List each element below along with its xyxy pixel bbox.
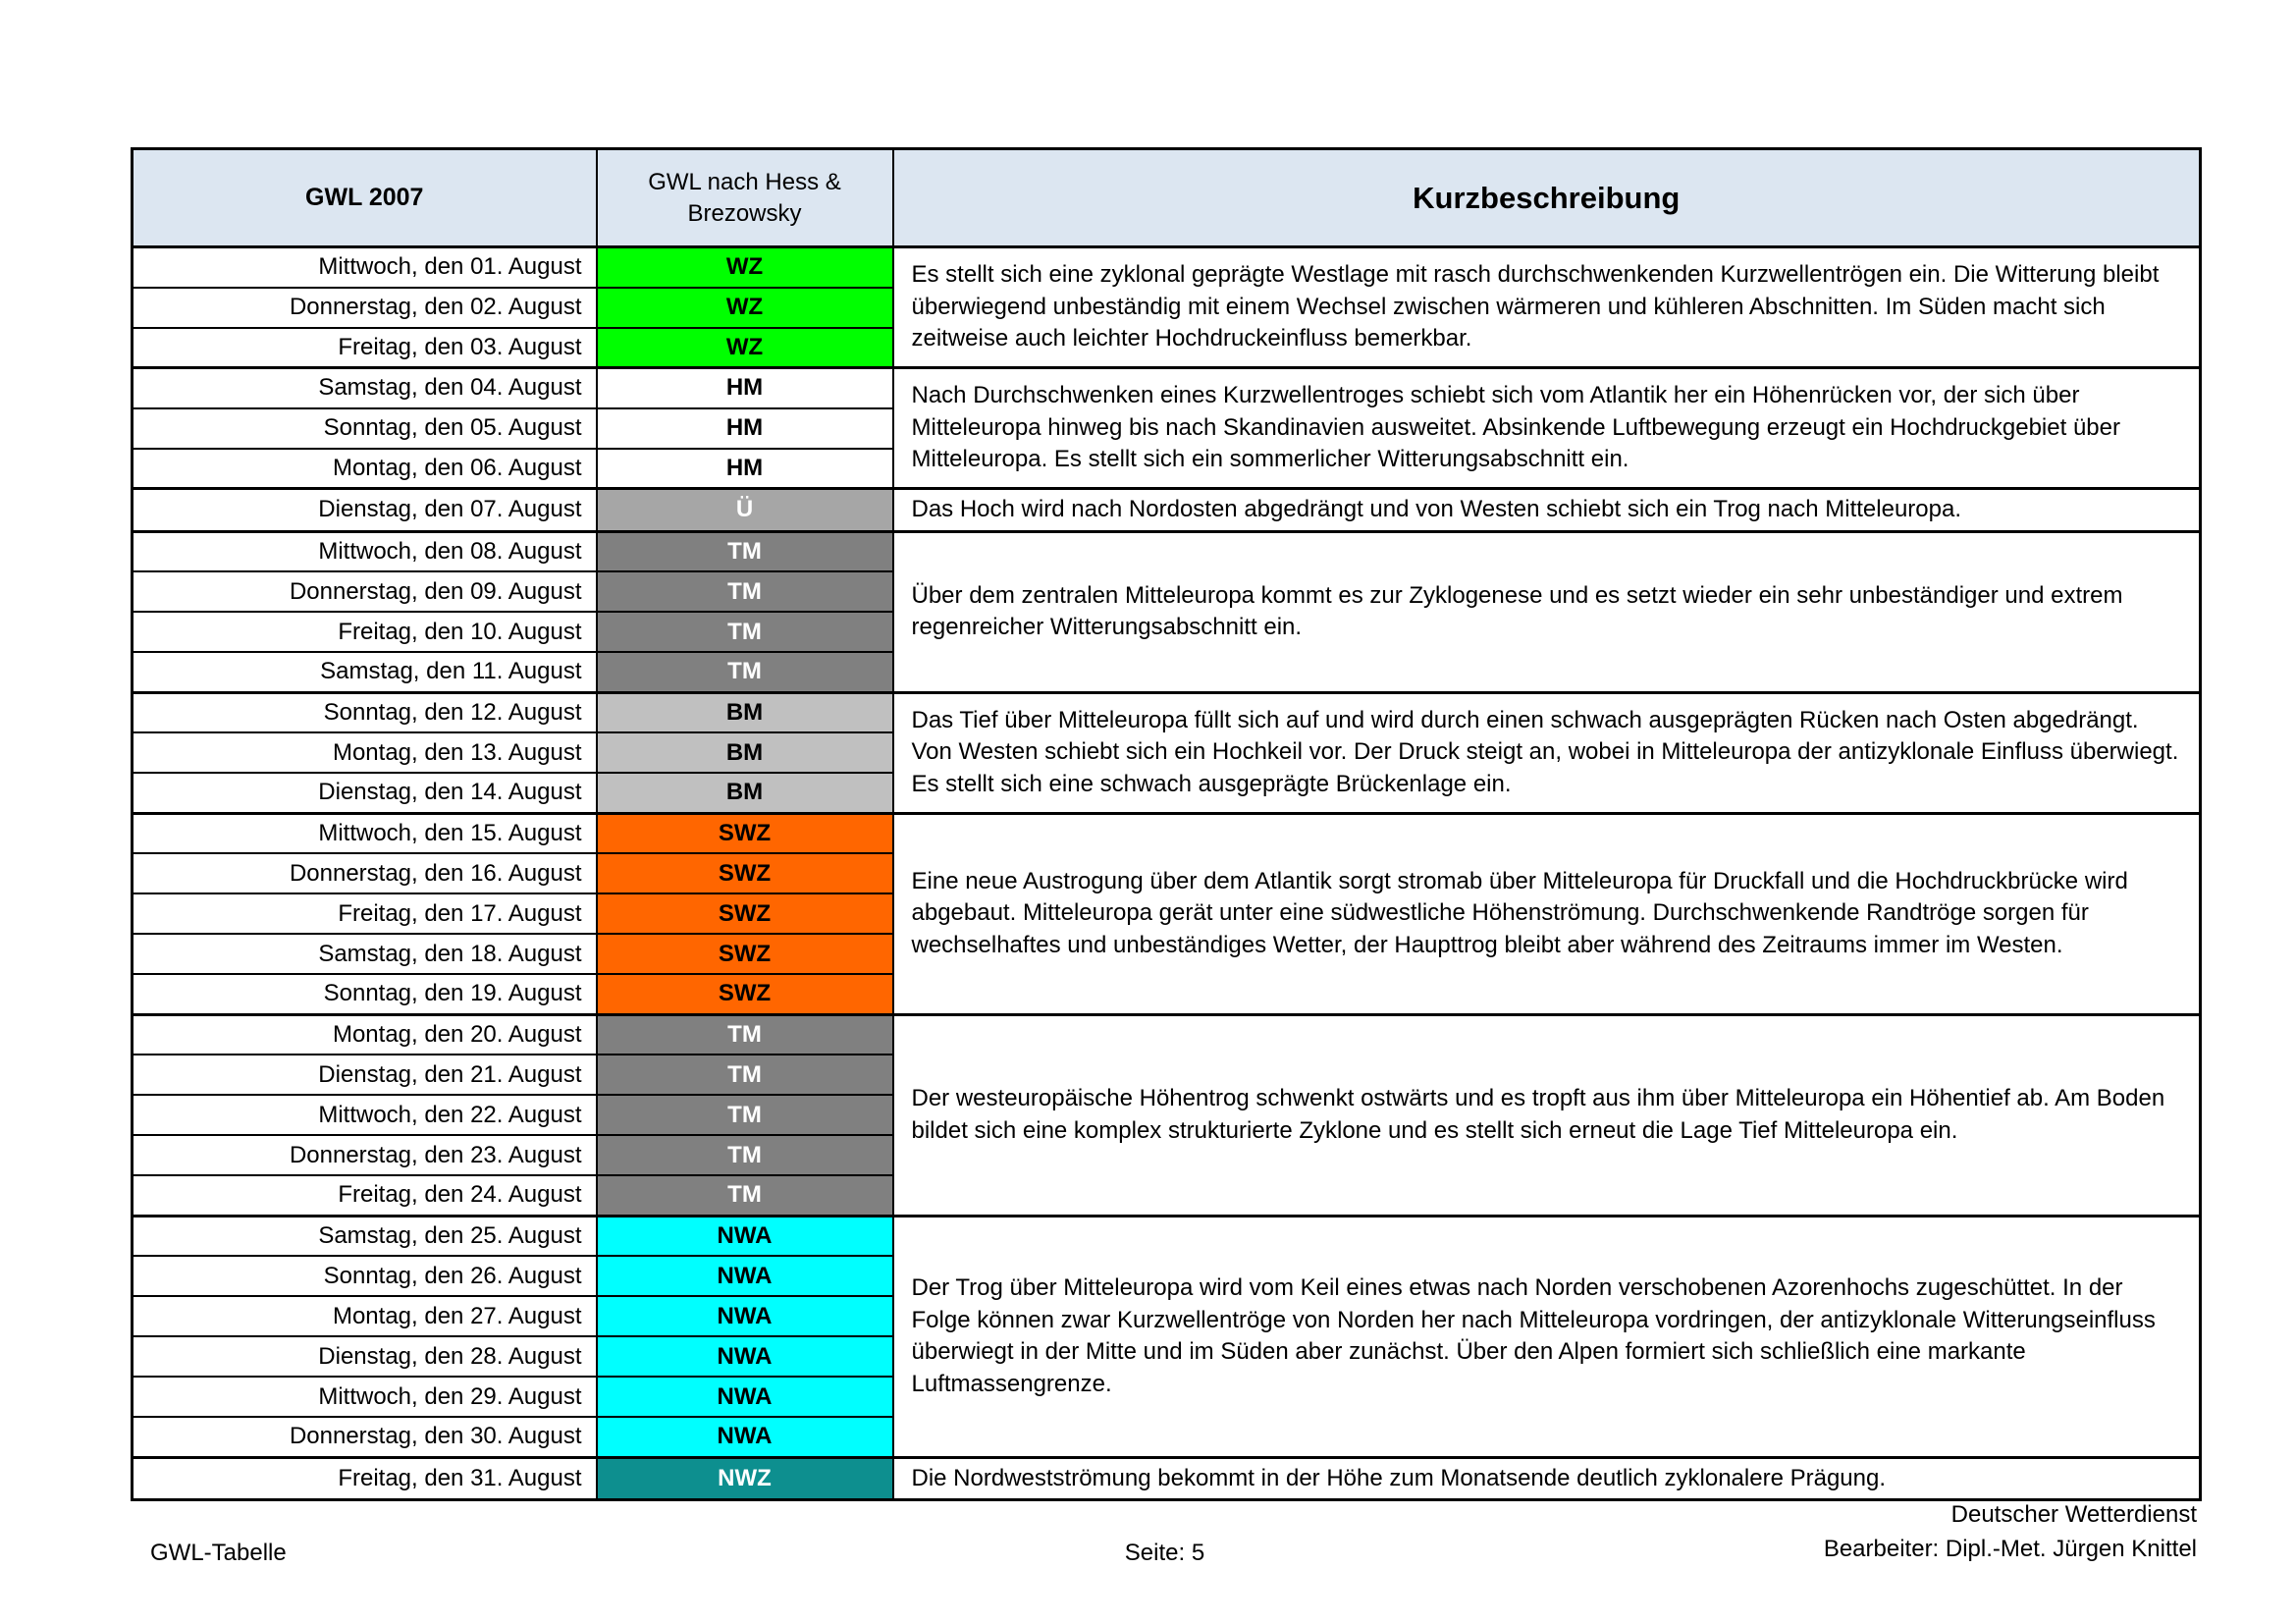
gwl-code-cell: SWZ [597, 813, 893, 853]
date-cell: Sonntag, den 05. August [133, 408, 597, 449]
date-cell: Donnerstag, den 16. August [133, 853, 597, 893]
footer-editor: Bearbeiter: Dipl.-Met. Jürgen Knittel [1823, 1536, 2197, 1563]
gwl-code-cell: NWA [597, 1296, 893, 1336]
date-cell: Sonntag, den 19. August [133, 974, 597, 1014]
gwl-code-cell: SWZ [597, 974, 893, 1014]
header-row [133, 149, 2201, 247]
gwl-code-cell: NWA [597, 1377, 893, 1417]
date-cell: Freitag, den 24. August [133, 1175, 597, 1216]
date-cell: Dienstag, den 21. August [133, 1055, 597, 1095]
header-gwl-hess-brezowsky: GWL nach Hess & Brezowsky [597, 149, 893, 247]
page-footer [131, 1498, 2199, 1569]
table-row [133, 247, 2201, 288]
date-cell: Mittwoch, den 08. August [133, 531, 597, 571]
date-cell: Donnerstag, den 02. August [133, 288, 597, 328]
date-cell: Sonntag, den 12. August [133, 692, 597, 732]
gwl-code-cell: HM [597, 368, 893, 408]
gwl-code-cell: TM [597, 531, 893, 571]
gwl-code-cell: TM [597, 1175, 893, 1216]
date-cell: Montag, den 06. August [133, 449, 597, 489]
table-row [133, 1457, 2201, 1500]
footer-document-title: GWL-Tabelle [150, 1540, 287, 1566]
gwl-code-cell: WZ [597, 328, 893, 368]
description-cell: Das Tief über Mitteleuropa füllt sich auf und wird durch einen schwach ausgeprägten Rücken nach Osten abgedrängt. Von Westen schiebt sich ein Hochkeil vor. Der Druck steigt an, wobei in Mitteleuropa der antizyklonale Einfluss überwiegt. Es stellt sich eine schwach ausgeprägte Brückenlage ein. [893, 692, 2201, 813]
date-cell: Freitag, den 31. August [133, 1457, 597, 1500]
gwl-code-cell: SWZ [597, 893, 893, 934]
gwl-code-cell: NWZ [597, 1457, 893, 1500]
table-row [133, 692, 2201, 732]
description-cell: Es stellt sich eine zyklonal geprägte Westlage mit rasch durchschwenkenden Kurzwellentrögen ein. Die Witterung bleibt überwiegend unbeständig mit einem Wechsel zwischen wärmeren und kühleren Abschnitten. Im Süden macht sich zeitweise auch leichter Hochdruckeinfluss bemerkbar. [893, 247, 2201, 368]
table-row [133, 368, 2201, 408]
table-row [133, 489, 2201, 532]
gwl-code-cell: BM [597, 692, 893, 732]
date-cell: Montag, den 27. August [133, 1296, 597, 1336]
gwl-code-cell: NWA [597, 1336, 893, 1377]
date-cell: Donnerstag, den 23. August [133, 1135, 597, 1175]
description-cell: Der Trog über Mitteleuropa wird vom Keil eines etwas nach Norden verschobenen Azorenhochs zugeschüttet. In der Folge können zwar Kurzwellentröge von Norden her nach Mitteleuropa vordringen, der antizyklonale Witterungseinfluss überwiegt in der Mitte und im Süden aber zunächst. Über den Alpen formiert sich schließlich eine markante Luftmassengrenze. [893, 1216, 2201, 1457]
date-cell: Montag, den 20. August [133, 1014, 597, 1055]
date-cell: Dienstag, den 28. August [133, 1336, 597, 1377]
gwl-code-cell: TM [597, 1055, 893, 1095]
gwl-code-cell: BM [597, 732, 893, 773]
gwl-code-cell: TM [597, 612, 893, 652]
date-cell: Montag, den 13. August [133, 732, 597, 773]
date-cell: Samstag, den 11. August [133, 652, 597, 692]
description-cell: Über dem zentralen Mitteleuropa kommt es zur Zyklogenese und es setzt wieder ein sehr unbeständiger und extrem regenreicher Witterungsabschnitt ein. [893, 531, 2201, 692]
date-cell: Mittwoch, den 29. August [133, 1377, 597, 1417]
date-cell: Sonntag, den 26. August [133, 1256, 597, 1296]
date-cell: Samstag, den 18. August [133, 934, 597, 974]
gwl-code-cell: WZ [597, 288, 893, 328]
table-header [133, 149, 2201, 247]
description-cell: Eine neue Austrogung über dem Atlantik sorgt stromab über Mitteleuropa für Druckfall und die Hochdruckbrücke wird abgebaut. Mitteleuropa gerät unter eine südwestliche Höhenströmung. Durchschwenkende Randtröge sorgen für wechselhaftes und unbeständiges Wetter, der Haupttrog bleibt aber während des Zeitraums immer im Westen. [893, 813, 2201, 1014]
gwl-table [131, 147, 2202, 1501]
header-gwl-2007: GWL 2007 [133, 149, 597, 247]
date-cell: Freitag, den 10. August [133, 612, 597, 652]
table-row [133, 1216, 2201, 1256]
gwl-code-cell: Ü [597, 489, 893, 532]
table-row [133, 813, 2201, 853]
date-cell: Mittwoch, den 15. August [133, 813, 597, 853]
gwl-code-cell: NWA [597, 1417, 893, 1457]
gwl-code-cell: BM [597, 773, 893, 813]
date-cell: Samstag, den 04. August [133, 368, 597, 408]
gwl-code-cell: TM [597, 1095, 893, 1135]
date-cell: Freitag, den 17. August [133, 893, 597, 934]
table-body [133, 247, 2201, 1500]
gwl-code-cell: WZ [597, 247, 893, 288]
date-cell: Freitag, den 03. August [133, 328, 597, 368]
gwl-code-cell: NWA [597, 1216, 893, 1256]
gwl-code-cell: SWZ [597, 934, 893, 974]
date-cell: Mittwoch, den 01. August [133, 247, 597, 288]
gwl-code-cell: HM [597, 449, 893, 489]
date-cell: Donnerstag, den 09. August [133, 571, 597, 612]
table-row [133, 1014, 2201, 1055]
gwl-code-cell: HM [597, 408, 893, 449]
date-cell: Donnerstag, den 30. August [133, 1417, 597, 1457]
gwl-code-cell: TM [597, 571, 893, 612]
footer-credits [1824, 1498, 2197, 1567]
description-cell: Nach Durchschwenken eines Kurzwellentroges schiebt sich vom Atlantik her ein Höhenrücken vor, der sich über Mitteleuropa hinweg bis nach Skandinavien ausweitet. Absinkende Luftbewegung erzeugt ein Hochdruckgebiet über Mitteleuropa. Es stellt sich ein sommerlicher Witterungsabschnitt ein. [893, 368, 2201, 489]
description-cell: Der westeuropäische Höhentrog schwenkt ostwärts und es tropft aus ihm über Mitteleuropa ein Höhentief ab. Am Boden bildet sich eine komplex strukturierte Zyklone und es stellt sich erneut die Lage Tief Mitteleuropa ein. [893, 1014, 2201, 1216]
gwl-code-cell: SWZ [597, 853, 893, 893]
table-row [133, 531, 2201, 571]
footer-page-number: Seite: 5 [1124, 1540, 1205, 1566]
description-cell: Das Hoch wird nach Nordosten abgedrängt und von Westen schiebt sich ein Trog nach Mitteleuropa. [893, 489, 2201, 532]
gwl-code-cell: NWA [597, 1256, 893, 1296]
gwl-code-cell: TM [597, 1135, 893, 1175]
footer-organization: Deutscher Wetterdienst [1950, 1501, 2197, 1529]
date-cell: Mittwoch, den 22. August [133, 1095, 597, 1135]
header-kurzbeschreibung: Kurzbeschreibung [893, 149, 2201, 247]
gwl-code-cell: TM [597, 1014, 893, 1055]
gwl-code-cell: TM [597, 652, 893, 692]
date-cell: Dienstag, den 14. August [133, 773, 597, 813]
date-cell: Dienstag, den 07. August [133, 489, 597, 532]
description-cell: Die Nordwestströmung bekommt in der Höhe zum Monatsende deutlich zyklonalere Prägung. [893, 1457, 2201, 1500]
date-cell: Samstag, den 25. August [133, 1216, 597, 1256]
